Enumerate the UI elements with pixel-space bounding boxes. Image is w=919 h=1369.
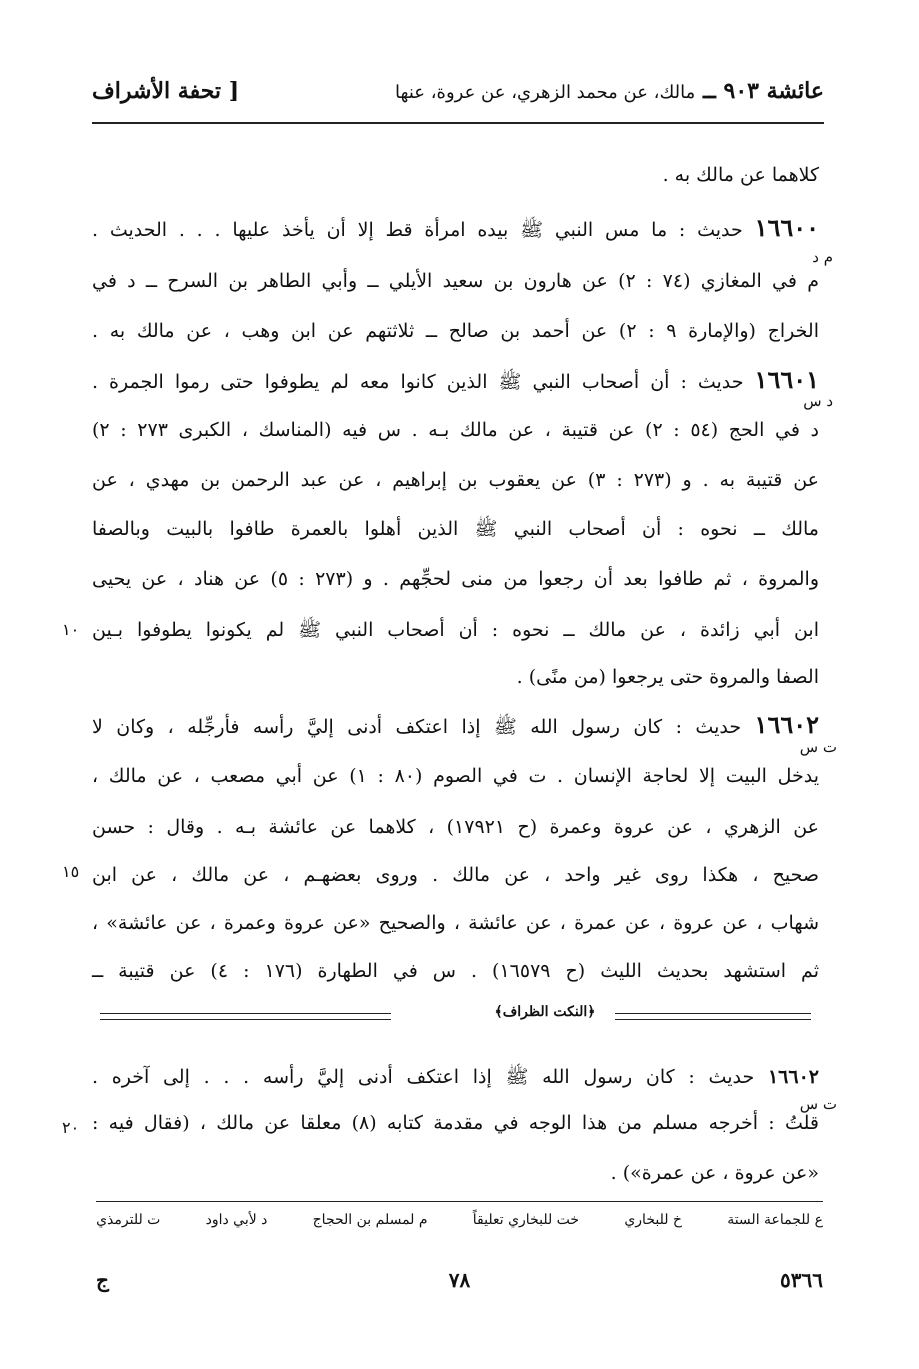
text-line: مالك ــ نحوه : أن أصحاب النبي ﷺ الذين أهلوا بالعمرة طافوا بالبيت وبالصفا — [92, 518, 819, 540]
text-line: عن الزهري ، عن عروة وعمرة (ح ١٧٩٢١) ، كلاهما عن عائشة بـه . وقال : حسن — [92, 816, 820, 838]
margin-line-number: ١٥ — [62, 862, 80, 881]
text-line: صحيح ، هكذا روى غير واحد ، عن مالك . وروى بعضهـم ، عن مالك ، عن ابن — [92, 864, 819, 886]
footer-volume-mark: ج — [96, 1268, 109, 1292]
nukat-hadith: ١٦٦٠٢ حديث : كان رسول الله ﷺ إذا اعتكف أدنى إليَّ رأسه . . . إلى آخره . — [92, 1066, 819, 1088]
margin-line-number: ١٠ — [62, 620, 80, 639]
text-line: الصفا والمروة حتى يرجعوا (من منًى) . — [516, 666, 819, 688]
text-line: قلتُ : أخرجه مسلم من هذا الوجه في مقدمة كتابه (٨) معلقا عن مالك ، (فقال فيه : — [92, 1112, 819, 1134]
legend-item: خ للبخاري — [624, 1212, 682, 1228]
text-line: الخراج (والإمارة ٩ : ٢) عن أحمد بن صالح ــ ثلاثتهم عن ابن وهب ، عن مالك به . — [92, 320, 819, 342]
footer-serial: ٥٣٦٦ — [780, 1268, 823, 1292]
legend-item: ع للجماعة الستة — [727, 1212, 823, 1228]
legend-item: م لمسلم بن الحجاج — [312, 1212, 428, 1228]
hadith-16600: ١٦٦٠٠ حديث : ما مس النبي ﷺ بيده امرأة قط إلا أن يأخذ عليها . . . الحديث . — [92, 213, 820, 242]
header-book-title: [ تحفة الأشراف — [92, 78, 240, 104]
margin-line-number: ٢٠ — [62, 1118, 80, 1137]
page-header — [92, 78, 824, 118]
text-line: يدخل البيت إلا لحاجة الإنسان . ت في الصوم (٨٠ : ١) عن أبي مصعب ، عن مالك ، — [92, 765, 820, 787]
text-line: شهاب ، عن عروة ، عن عمرة ، عن عائشة ، والصحيح «عن عروة وعمرة ، عن عائشة» ، — [92, 912, 819, 934]
header-rule — [92, 122, 824, 124]
hadith-number: ١٦٦٠١ — [754, 365, 819, 394]
page-footer — [96, 1268, 823, 1298]
margin-sigla: ت س — [799, 1095, 837, 1113]
divider-rule — [100, 1013, 391, 1020]
header-entry-number: عائشة ٩٠٣ ــ — [702, 78, 824, 104]
margin-sigla: م د — [812, 248, 833, 266]
hadith-number: ١٦٦٠٠ — [754, 213, 820, 242]
nukat-number: ١٦٦٠٢ — [767, 1066, 819, 1088]
text-line: ثم استشهد بحديث الليث (ح ١٦٥٧٩) . س في الطهارة (١٧٦ : ٤) عن قتيبة ــ — [92, 960, 819, 982]
page-number: ٧٨ — [448, 1268, 471, 1292]
margin-sigla: د س — [803, 392, 833, 410]
margin-sigla: ت س — [799, 738, 837, 756]
legend-item: د لأبي داود — [205, 1212, 268, 1228]
text-line: م في المغازي (٧٤ : ٢) عن هارون بن سعيد الأيلي ــ وأبي الطاهر بن السرح ــ د في — [92, 270, 819, 292]
section-divider — [100, 1004, 811, 1028]
text-line: كلاهما عن مالك به . — [662, 164, 819, 186]
hadith-16601: ١٦٦٠١ حديث : أن أصحاب النبي ﷺ الذين كانوا معه لم يطوفوا حتى رموا الجمرة . — [92, 365, 819, 394]
header-isnad-chain: مالك، عن محمد الزهري، عن عروة، عنها — [395, 82, 696, 103]
text-line: عن قتيبة به . و (٢٧٣ : ٣) عن يعقوب بن إبراهيم ، عن عبد الرحمن بن مهدي ، عن — [92, 469, 820, 491]
legend-item: ت للترمذي — [96, 1212, 161, 1228]
header-entry — [395, 78, 824, 104]
text-line: د في الحج (٥٤ : ٢) عن قتيبة ، عن مالك بـه . س فيه (المناسك ، الكبرى ٢٧٣ : ٢) — [92, 419, 820, 441]
hadith-16602: ١٦٦٠٢ حديث : كان رسول الله ﷺ إذا اعتكف أدنى إليَّ رأسه فأرجِّله ، وكان لا — [92, 710, 819, 739]
sigla-legend — [96, 1212, 823, 1228]
hadith-number: ١٦٦٠٢ — [754, 710, 819, 739]
text-line: «عن عروة ، عن عمرة») . — [610, 1162, 819, 1184]
legend-item: خت للبخاري تعليقاً — [472, 1212, 580, 1228]
text-line: ابن أبي زائدة ، عن مالك ــ نحوه : أن أصحاب النبي ﷺ لم يكونوا يطوفوا بـين — [92, 619, 819, 641]
legend-rule — [96, 1201, 823, 1202]
divider-title: ﴿النكت الظراف﴾ — [494, 1004, 596, 1020]
text-line: والمروة ، ثم طافوا بعد أن رجعوا من منى لحجِّهم . و (٢٧٣ : ٥) عن هناد ، عن يحيى — [92, 568, 820, 590]
divider-rule — [615, 1013, 811, 1020]
